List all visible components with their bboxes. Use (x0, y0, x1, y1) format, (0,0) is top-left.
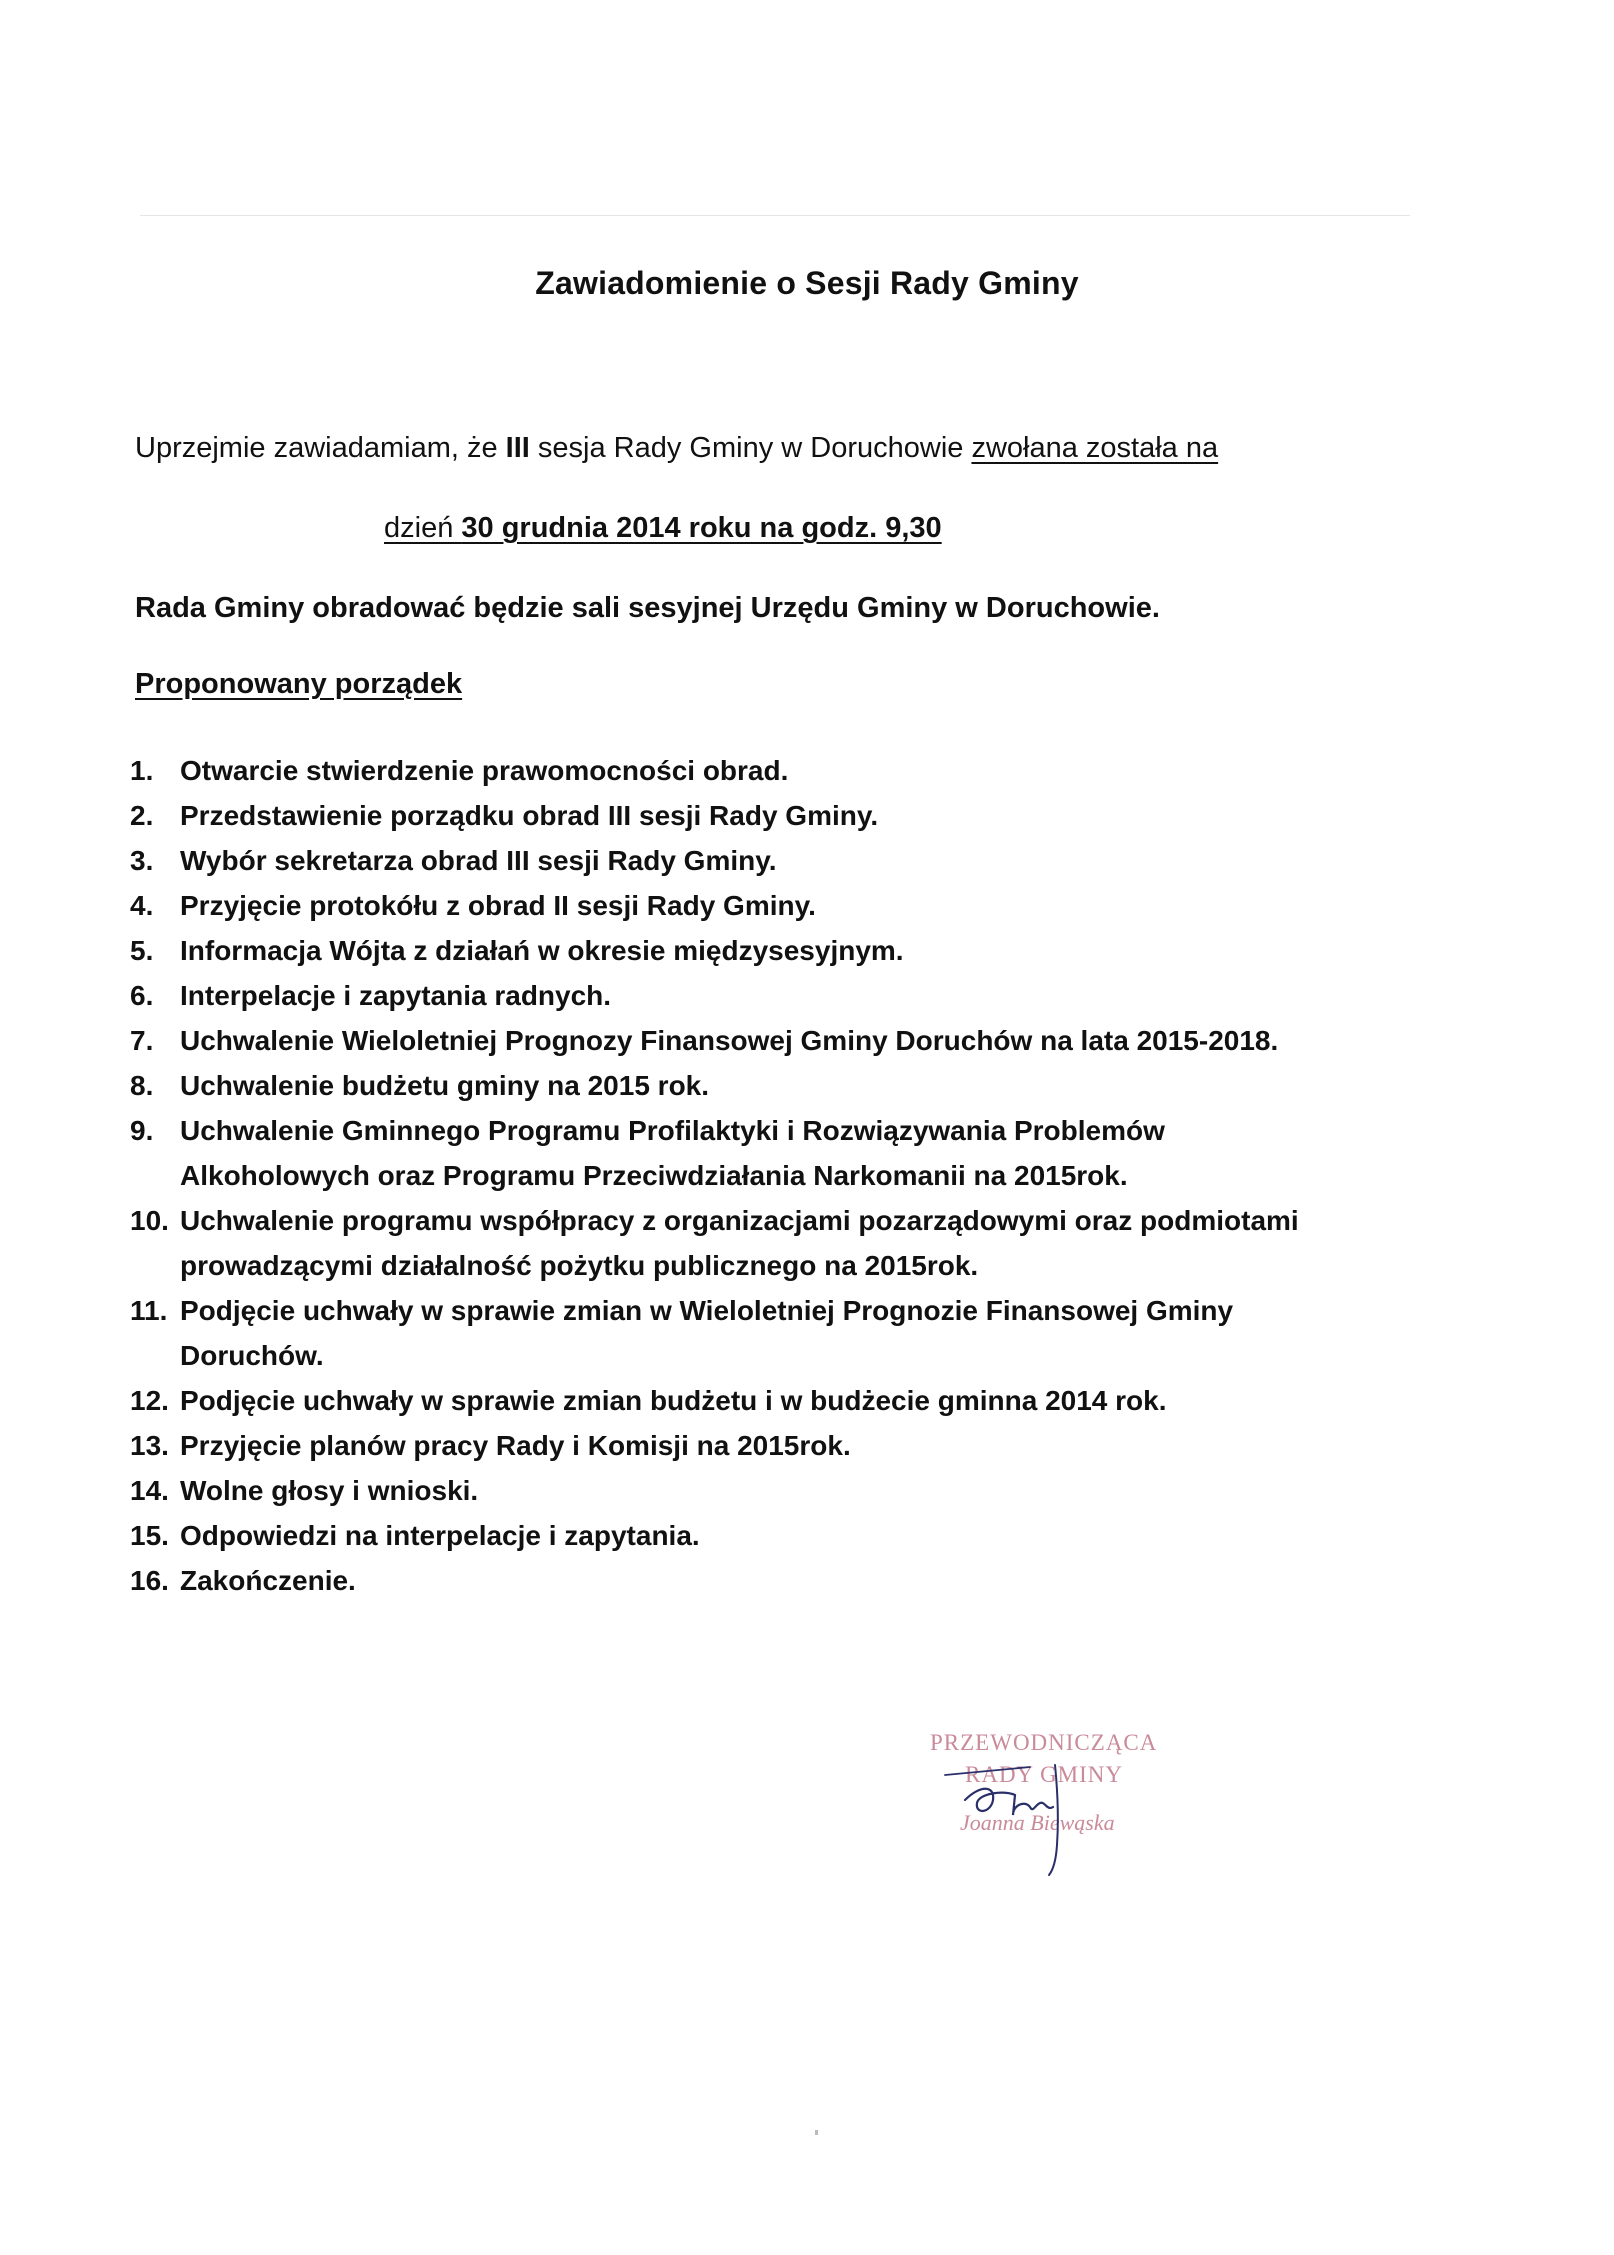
agenda-item-text: Podjęcie uchwały w sprawie zmian w Wieloletniej Prognozie Finansowej Gminy (180, 1295, 1234, 1326)
stamp-line-2: RADY GMINY (965, 1762, 1124, 1787)
agenda-item-number: 9. (130, 1115, 154, 1146)
agenda-item-text: Przedstawienie porządku obrad III sesji Rady Gminy. (180, 800, 879, 831)
intro-session-number: III (505, 432, 530, 464)
agenda-item-text: Uchwalenie Wieloletniej Prognozy Finansowej Gminy Doruchów na lata 2015-2018. (180, 1025, 1279, 1056)
scan-speck (815, 2130, 818, 2135)
stamp-line-3: Joanna Biewąska (960, 1810, 1115, 1835)
agenda-item-number: 14. (130, 1475, 169, 1506)
agenda-item-text: Podjęcie uchwały w sprawie zmian budżetu i w budżecie gminna 2014 rok. (180, 1385, 1167, 1416)
agenda-item (130, 793, 1430, 838)
intro-part3: zwołana została na (971, 432, 1219, 464)
intro-paragraph (135, 432, 1218, 465)
agenda-item-number: 6. (130, 980, 154, 1011)
agenda-item-number: 7. (130, 1025, 154, 1056)
agenda-item (130, 748, 1430, 793)
agenda-heading: Proponowany porządek (135, 668, 463, 700)
agenda-item-text: Przyjęcie protokółu z obrad II sesji Rady Gminy. (180, 890, 816, 921)
agenda-item (130, 838, 1430, 883)
agenda-item (130, 883, 1430, 928)
agenda-item-text-continued: Doruchów. (180, 1340, 324, 1371)
date-label: dzień (384, 512, 462, 544)
agenda-item-number: 8. (130, 1070, 154, 1101)
top-divider (140, 215, 1410, 216)
handwritten-signature (935, 1745, 1135, 1895)
document-title: Zawiadomienie o Sesji Rady Gminy (535, 265, 1079, 301)
agenda-item-text: Zakończenie. (180, 1565, 356, 1596)
agenda-item-text: Uchwalenie programu współpracy z organizacjami pozarządowymi oraz podmiotami (180, 1205, 1299, 1236)
agenda-item-number: 15. (130, 1520, 169, 1551)
agenda-item-number: 4. (130, 890, 154, 921)
agenda-item-number: 1. (130, 755, 154, 786)
agenda-item-text-continued: prowadzącymi działalność pożytku publicznego na 2015rok. (180, 1250, 979, 1281)
agenda-item-number: 5. (130, 935, 154, 966)
agenda-item-text: Uchwalenie budżetu gminy na 2015 rok. (180, 1070, 710, 1101)
agenda-item (130, 1108, 1430, 1198)
agenda-item (130, 1063, 1430, 1108)
agenda-list (130, 748, 1430, 1603)
agenda-item (130, 1513, 1430, 1558)
agenda-item-text: Wybór sekretarza obrad III sesji Rady Gminy. (180, 845, 777, 876)
agenda-item (130, 1558, 1430, 1603)
agenda-item-number: 13. (130, 1430, 169, 1461)
agenda-item (130, 1198, 1430, 1288)
agenda-item (130, 1468, 1430, 1513)
agenda-item (130, 1018, 1430, 1063)
session-venue: Rada Gminy obradować będzie sali sesyjnej Urzędu Gminy w Doruchowie. (135, 592, 1160, 624)
stamp-line-1: PRZEWODNICZĄCA (930, 1730, 1158, 1755)
agenda-item-number: 10. (130, 1205, 169, 1236)
date-value: 30 grudnia 2014 roku na godz. 9,30 (461, 512, 942, 544)
agenda-item (130, 1378, 1430, 1423)
agenda-item-number: 3. (130, 845, 154, 876)
agenda-item-text: Przyjęcie planów pracy Rady i Komisji na 2015rok. (180, 1430, 851, 1461)
session-date-line (384, 512, 942, 545)
agenda-item-text: Odpowiedzi na interpelacje i zapytania. (180, 1520, 700, 1551)
agenda-item (130, 1288, 1430, 1378)
agenda-item-text: Interpelacje i zapytania radnych. (180, 980, 612, 1011)
agenda-item-number: 11. (130, 1295, 168, 1326)
intro-part1: Uprzejmie zawiadamiam, że (135, 432, 506, 464)
intro-part2: sesja Rady Gminy w Doruchowie (529, 432, 972, 464)
agenda-item-number: 12. (130, 1385, 169, 1416)
agenda-item-text: Wolne głosy i wnioski. (180, 1475, 479, 1506)
agenda-item-text: Otwarcie stwierdzenie prawomocności obrad. (180, 755, 789, 786)
agenda-item-text-continued: Alkoholowych oraz Programu Przeciwdziałania Narkomanii na 2015rok. (180, 1160, 1128, 1191)
agenda-item (130, 928, 1430, 973)
agenda-item (130, 1423, 1430, 1468)
agenda-item (130, 973, 1430, 1018)
agenda-item-text: Informacja Wójta z działań w okresie międzysesyjnym. (180, 935, 904, 966)
agenda-item-number: 2. (130, 800, 154, 831)
agenda-item-number: 16. (130, 1565, 169, 1596)
agenda-item-text: Uchwalenie Gminnego Programu Profilaktyki i Rozwiązywania Problemów (180, 1115, 1165, 1146)
